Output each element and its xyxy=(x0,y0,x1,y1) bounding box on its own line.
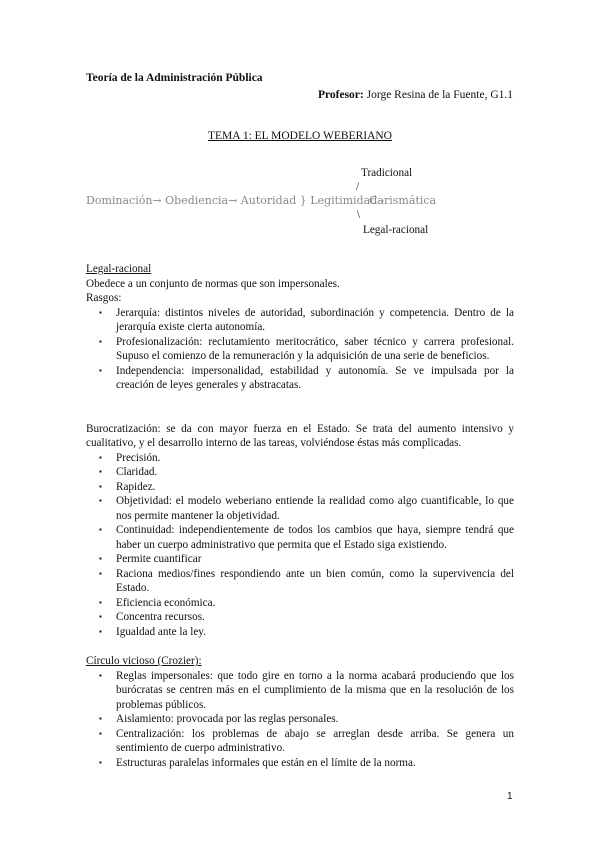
list-item: ▪ Independencia: impersonalidad, estabilidad y autonomía. Se ve impulsada por la creación de leyes generales y abstracatas. xyxy=(116,364,514,393)
diagram-branch-top: Tradicional xyxy=(361,167,413,179)
topic-title: TEMA 1: EL MODELO WEBERIANO xyxy=(208,130,392,142)
section-heading-legal: Legal-racional xyxy=(86,263,152,275)
list-item: ▪ Continuidad: independientemente de todos los cambios que haya, siempre tendrá que haber un cuerpo administrativo que permita que el Estado siga existiendo. xyxy=(116,523,514,552)
professor-line xyxy=(318,89,513,101)
diagram-slash-bottom: \ xyxy=(357,209,361,221)
professor-label: Profesor: xyxy=(317,89,364,101)
diagram-branch-mid: Carismática xyxy=(369,194,437,207)
course-title: Teoría de la Administración Pública xyxy=(86,72,263,84)
diagram-chain: Dominación→ Obediencia→ Autoridad } Legitimidad - xyxy=(86,194,385,207)
list-item: ▪ Jerarquía: distintos niveles de autoridad, subordinación y competencia. Dentro de la jerarquía existe cierta autonomía. xyxy=(116,306,514,335)
traits-label: Rasgos: xyxy=(86,292,122,304)
list-item: ▪ Precisión. xyxy=(116,451,514,466)
legal-traits-list xyxy=(86,306,514,393)
legal-intro: Obedece a un conjunto de normas que son impersonales. xyxy=(86,277,340,290)
list-item: ▪ Objetividad: el modelo weberiano entiende la realidad como algo cuantificable, lo que nos permite mantener la objetividad. xyxy=(116,494,514,523)
list-item: ▪ Permite cuantificar xyxy=(116,552,514,567)
list-item: ▪ Igualdad ante la ley. xyxy=(116,625,514,640)
circulo-list xyxy=(86,669,514,771)
diagram-branch-bottom: Legal-racional xyxy=(363,224,429,236)
list-item: ▪ Reglas impersonales: que todo gire en torno a la norma acabará produciendo que los burócratas se centren más en el cumplimiento de la misma que en la resolución de los problemas públicos. xyxy=(116,669,514,713)
list-item: ▪ Concentra recursos. xyxy=(116,610,514,625)
burocratizacion-intro: Burocratización: se da con mayor fuerza en el Estado. Se trata del aumento intensivo y cualitativo, y el desarrollo interno de las tareas, volviéndose éstas más complicadas. xyxy=(86,422,514,449)
list-item: ▪ Estructuras paralelas informales que están en el límite de la norma. xyxy=(116,756,514,771)
list-item: ▪ Claridad. xyxy=(116,465,514,480)
page-number: 1 xyxy=(507,791,513,802)
professor-name: Jorge Resina de la Fuente, G1.1 xyxy=(366,89,513,101)
list-item: ▪ Eficiencia económica. xyxy=(116,596,514,611)
list-item: ▪ Centralización: los problemas de abajo se arreglan desde arriba. Se genera un sentimiento de cuerpo administrativo. xyxy=(116,727,514,756)
list-item: ▪ Raciona medios/fines respondiendo ante un bien común, como la supervivencia del Estado. xyxy=(116,567,514,596)
list-item: ▪ Profesionalización: reclutamiento meritocrático, saber técnico y carrera profesional. Supuso el comienzo de la remuneración y la adquisición de una serie de beneficios. xyxy=(116,335,514,364)
section-heading-circulo: Círculo vicioso (Crozier): xyxy=(86,655,202,667)
list-item: ▪ Rapidez. xyxy=(116,480,514,495)
burocratizacion-list xyxy=(86,451,514,640)
document-body xyxy=(86,262,514,770)
diagram-slash-top: / xyxy=(356,181,360,193)
list-item: ▪ Aislamiento: provocada por las reglas personales. xyxy=(116,712,514,727)
